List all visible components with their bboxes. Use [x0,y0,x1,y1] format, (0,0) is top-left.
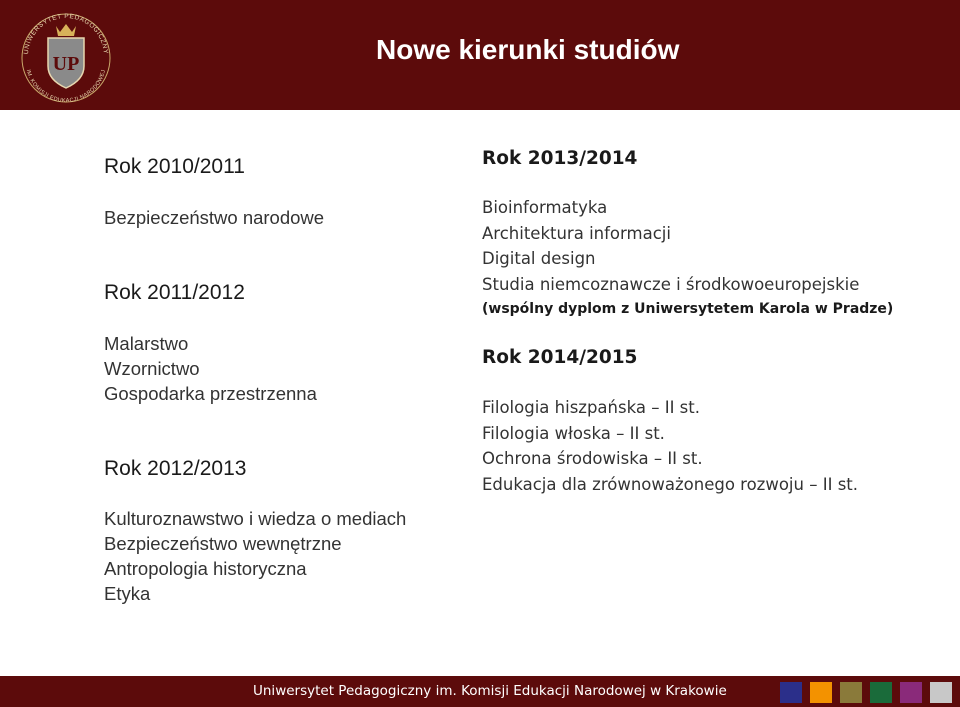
color-swatch-gray [930,682,952,703]
right-column [482,146,952,497]
program-item: Wzornictwo [104,358,200,379]
year-heading: Rok 2012/2013 [104,457,247,480]
program-item: Ochrona środowiska – II st. [482,449,703,468]
year-heading: Rok 2013/2014 [482,148,638,169]
program-item: Studia niemcoznawcze i środkowoeuropejskie [482,274,860,294]
university-logo-icon [16,6,116,106]
program-item: Antropologia historyczna [104,558,307,579]
program-item: Edukacja dla zrównoważonego rozwoju – II st. [482,474,859,494]
program-item: Gospodarka przestrzenna [104,383,317,404]
year-group-2014 [482,345,952,497]
year-heading: Rok 2010/2011 [104,155,245,178]
program-item: Digital design [482,249,596,268]
year-group-2012 [104,456,444,606]
color-swatch-blue [780,682,802,703]
color-swatch-green [870,682,892,703]
program-item: Architektura informacji [482,223,671,243]
color-swatch-orange [810,682,832,703]
svg-text:IM. KOMISJI EDUKACJI NARODOWEJ: IM. KOMISJI EDUKACJI NARODOWEJ [24,69,108,105]
left-column [104,154,444,606]
svg-text:UNIWERSYTET PEDAGOGICZNY: UNIWERSYTET PEDAGOGICZNY [22,12,110,55]
program-item: Kulturoznawstwo i wiedza o mediach [104,508,407,529]
university-logo [16,6,116,106]
header-bar [0,0,960,110]
year-heading: Rok 2014/2015 [482,347,638,368]
year-group-2013 [482,146,952,321]
color-swatch-purple [900,682,922,703]
program-item: Bioinformatyka [482,198,608,217]
program-item: Bezpieczeństwo narodowe [104,207,325,228]
program-item: Filologia hiszpańska – II st. [482,398,700,417]
year-group-2011 [104,280,444,406]
year-group-2010 [104,154,444,230]
year-heading: Rok 2011/2012 [104,281,245,304]
program-item: Filologia włoska – II st. [482,423,665,443]
program-item: Bezpieczeństwo wewnętrzne [104,533,342,554]
program-note: (wspólny dyplom z Uniwersytetem Karola w Pradze) [482,301,894,317]
program-item: Malarstwo [104,333,189,354]
svg-text:UP: UP [52,53,80,75]
footer-bar [0,676,960,707]
footer-university-name: Uniwersytet Pedagogiczny im. Komisji Edukacji Narodowej w Krakowie [253,683,727,699]
page-title: Nowe kierunki studiów [376,34,680,65]
color-swatch-olive [840,682,862,703]
program-item: Etyka [104,583,151,604]
